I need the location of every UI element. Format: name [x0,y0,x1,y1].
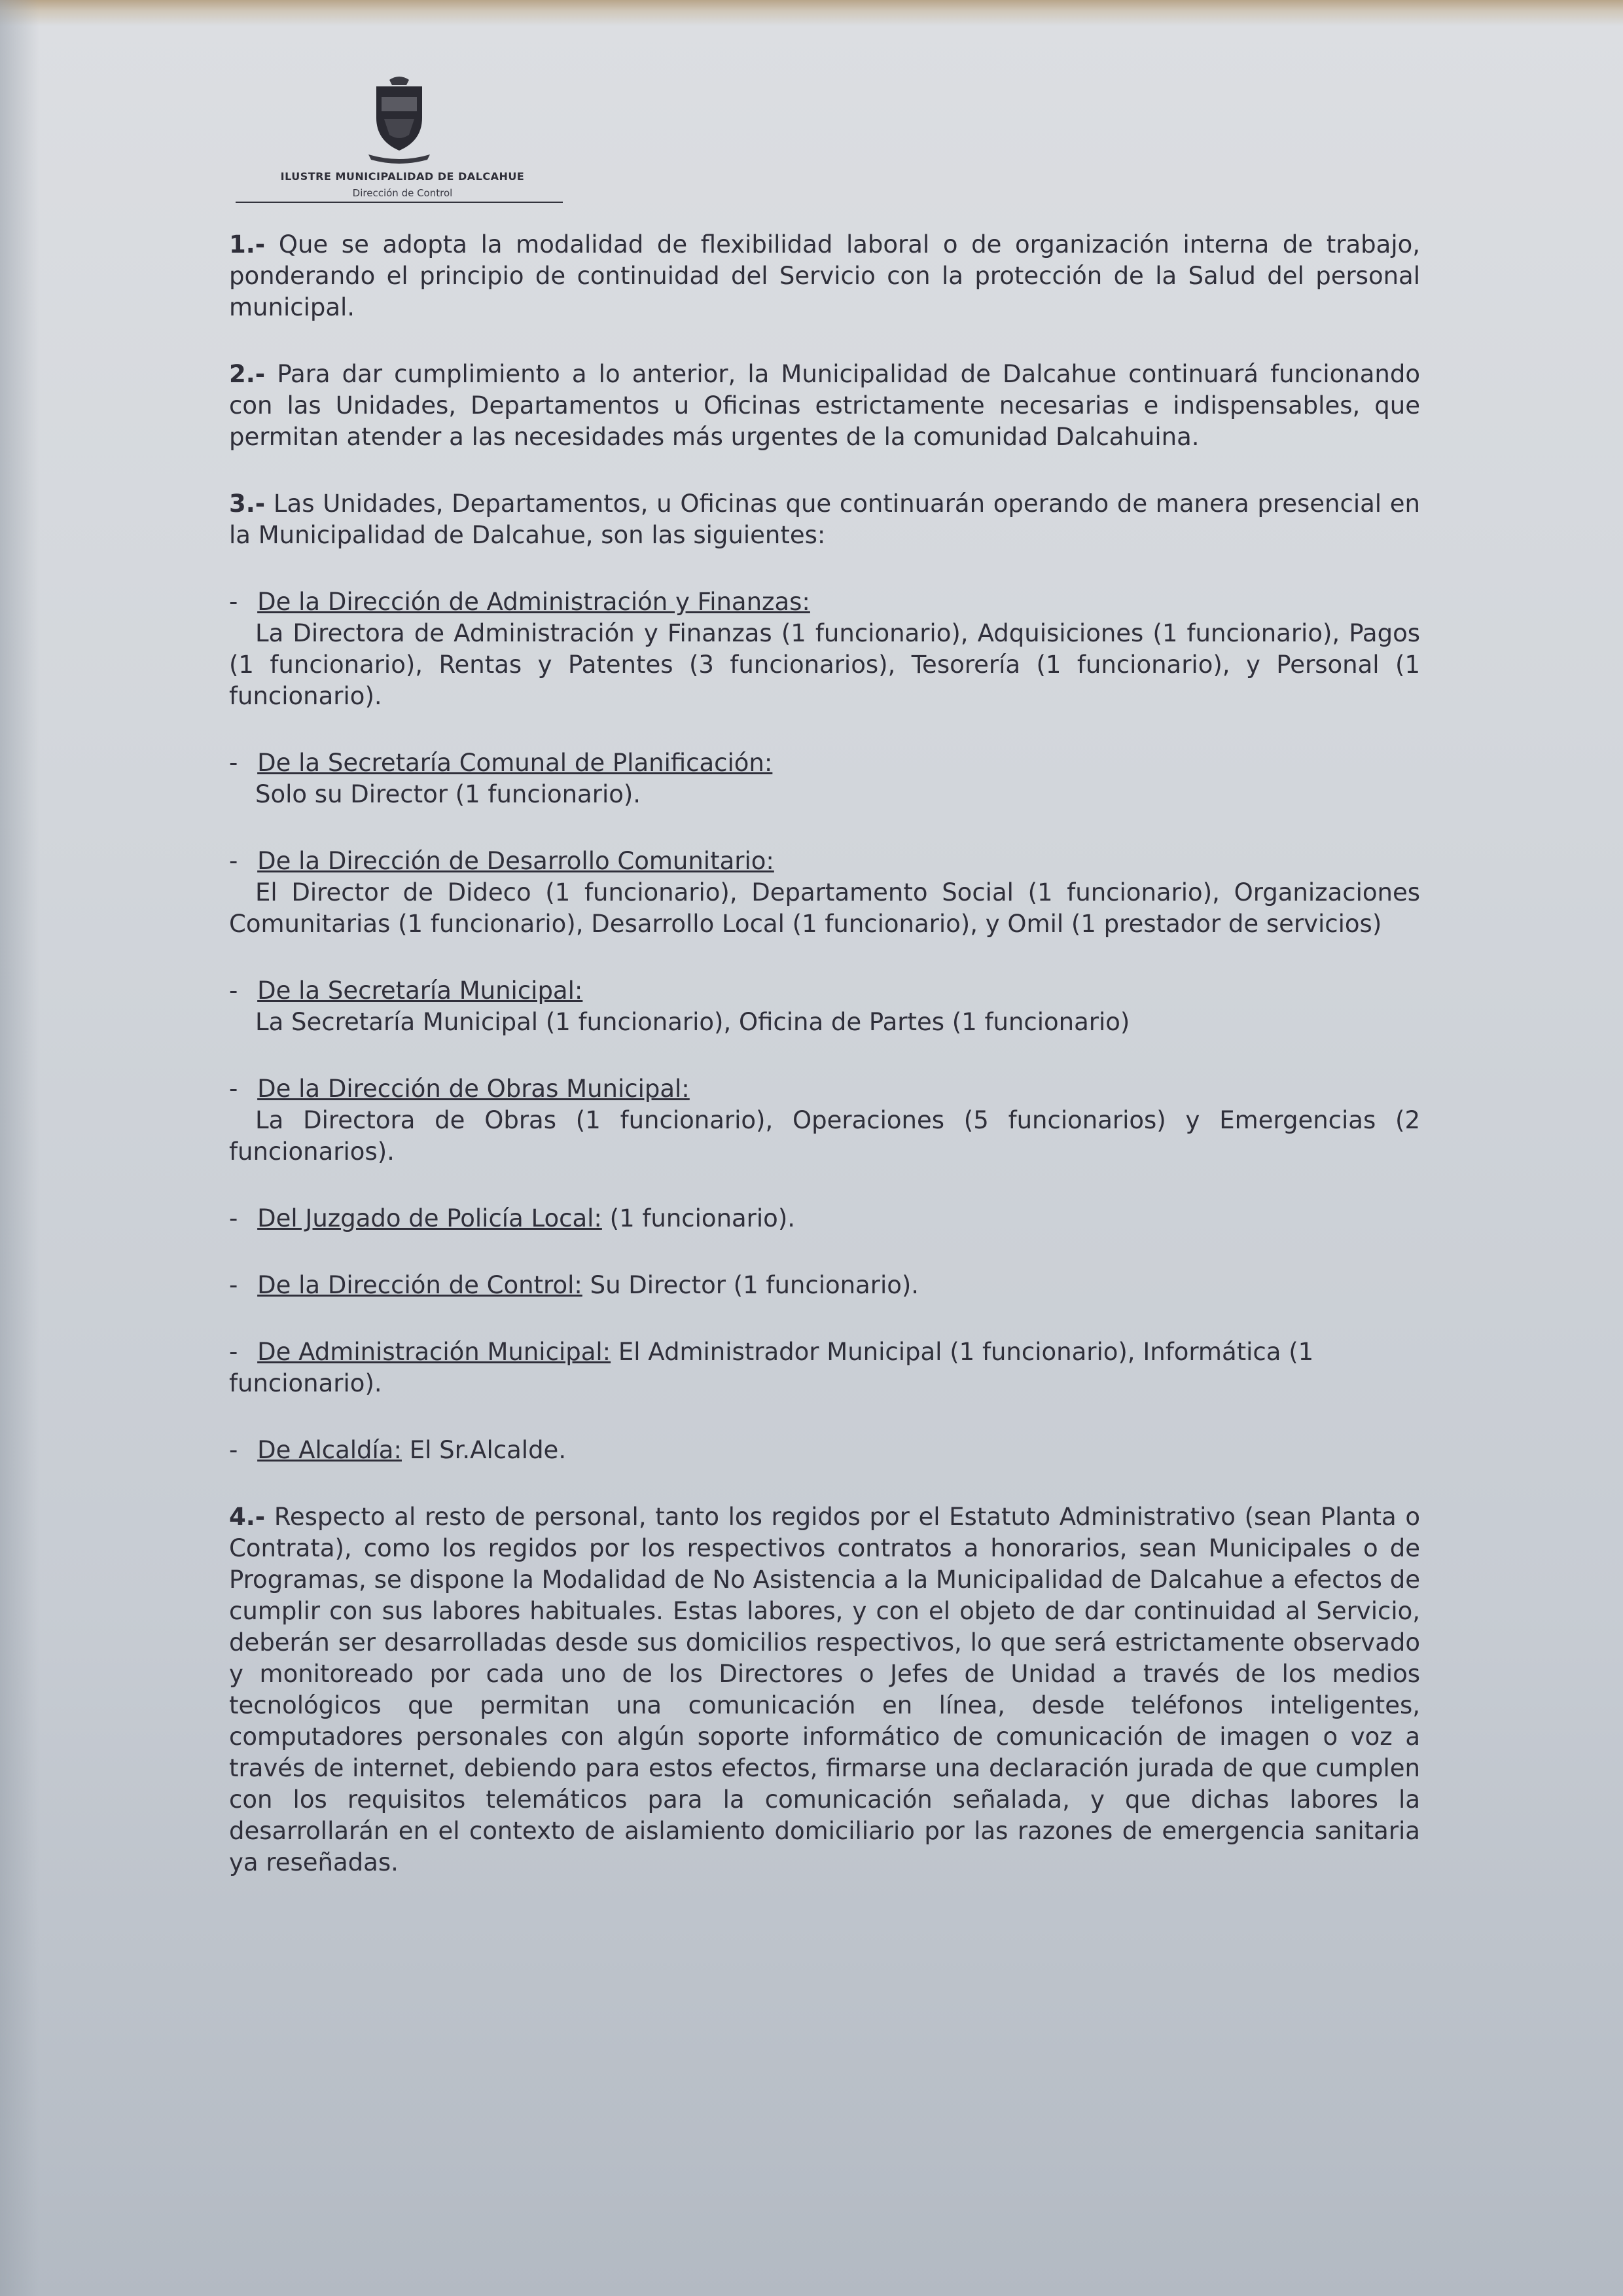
document-body [229,229,1420,1914]
section-text: Solo su Director (1 funcionario). [255,780,641,808]
section-heading: De Administración Municipal: [257,1338,611,1366]
letterhead [236,72,569,203]
paragraph-1 [229,229,1420,323]
paragraph-text: Para dar cumplimiento a lo anterior, la Municipalidad de Dalcahue continuará funcionando con las Unidades, Departamentos u Oficinas estrictamente necesarias e indispensables, que permitan atender a las necesidades más urgentes de la comunidad Dalcahuina. [229,360,1420,451]
section-secretaria-municipal: - De la Secretaría Municipal: La Secretaría Municipal (1 funcionario), Oficina de Partes (1 funcionario) [229,975,1420,1038]
section-obras: - De la Dirección de Obras Municipal: La Directora de Obras (1 funcionario), Operaciones (5 funcionarios) y Emergencias (2 funcionarios). [229,1073,1420,1168]
department-name: Dirección de Control [352,187,453,199]
paragraph-2 [229,359,1420,453]
paragraph-4 [229,1501,1420,1878]
paragraph-number: 2.- [229,360,266,388]
section-heading: De la Dirección de Desarrollo Comunitario: [257,847,774,875]
section-text: El Sr.Alcalde. [409,1436,567,1464]
paragraph-text: Las Unidades, Departamentos, u Oficinas que continuarán operando de manera presencial en la Municipalidad de Dalcahue, son las siguientes: [229,490,1421,549]
paragraph-number: 3.- [229,490,266,518]
section-text: El Administrador Municipal (1 funcionario), Informática (1 funcionario). [229,1338,1314,1397]
section-administracion-finanzas: - De la Dirección de Administración y Finanzas: La Directora de Administración y Finanzas (1 funcionario), Adquisiciones (1 funcionario), Pagos (1 funcionario), Rentas y Patentes (3 funcionarios), Tesorería (1 funcionario), y Personal (1 funcionario). [229,586,1420,712]
crest-icon [350,72,448,170]
letterhead-rule [236,202,563,203]
section-heading: De la Secretaría Comunal de Planificación: [257,749,773,777]
section-heading: De la Secretaría Municipal: [257,977,583,1005]
section-text: La Directora de Obras (1 funcionario), Operaciones (5 funcionarios) y Emergencias (2 funcionarios). [229,1106,1420,1166]
section-secplan: - De la Secretaría Comunal de Planificación: Solo su Director (1 funcionario). [229,747,1420,810]
paragraph-number: 1.- [229,230,266,259]
organization-name: ILUSTRE MUNICIPALIDAD DE DALCAHUE [280,170,525,183]
section-control: - De la Dirección de Control: Su Director (1 funcionario). [229,1271,919,1299]
section-text: El Director de Dideco (1 funcionario), Departamento Social (1 funcionario), Organizaciones Comunitarias (1 funcionario), Desarrollo Local (1 funcionario), y Omil (1 prestador de servicios) [229,878,1420,938]
section-heading: De Alcaldía: [257,1436,402,1464]
section-text: La Directora de Administración y Finanzas (1 funcionario), Adquisiciones (1 funcionario), Pagos (1 funcionario), Rentas y Patentes (3 funcionarios), Tesorería (1 funcionario), y Personal (1 funcionario). [229,619,1420,710]
paragraph-text: Que se adopta la modalidad de flexibilidad laboral o de organización interna de trabajo, ponderando el principio de continuidad del Servicio con la protección de la Salud del personal municipal. [229,230,1421,321]
paragraph-3 [229,488,1420,551]
section-administracion-municipal: - De Administración Municipal: El Administrador Municipal (1 funcionario), Informática (1 funcionario). [229,1338,1314,1397]
section-heading: De la Dirección de Obras Municipal: [257,1075,690,1103]
section-text: La Secretaría Municipal (1 funcionario), Oficina de Partes (1 funcionario) [255,1008,1130,1036]
section-alcaldia: - De Alcaldía: El Sr.Alcalde. [229,1436,567,1464]
section-heading: Del Juzgado de Policía Local: [257,1204,602,1232]
section-heading: De la Dirección de Administración y Finanzas: [257,588,810,616]
section-dideco: - De la Dirección de Desarrollo Comunitario: El Director de Dideco (1 funcionario), Departamento Social (1 funcionario), Organizaciones Comunitarias (1 funcionario), Desarrollo Local (1 funcionario), y Omil (1 prestador de servicios) [229,846,1420,940]
section-juzgado: - Del Juzgado de Policía Local: (1 funcionario). [229,1204,796,1232]
section-heading: De la Dirección de Control: [257,1271,582,1299]
paragraph-number: 4.- [229,1503,266,1531]
paragraph-text: Respecto al resto de personal, tanto los regidos por el Estatuto Administrativo (sean Planta o Contrata), como los regidos por los respectivos contratos a honorarios, sean Municipales o de Programas, se dispone la Modalidad de No Asistencia a la Municipalidad de Dalcahue a efectos de cumplir con sus labores habituales. Estas labores, y con el objeto de dar continuidad al Servicio, deberán ser desarrolladas desde sus domicilios respectivos, lo que será estrictamente observado y monitoreado por cada uno de los Directores o Jefes de Unidad a través de los medios tecnológicos que permitan una comunicación en línea, desde teléfonos inteligentes, computadores personales con algún soporte informático de comunicación de imagen o voz a través de internet, debiendo para estos efectos, firmarse una declaración jurada de que cumplen con los requisitos telemáticos para la comunicación señalada, y que dichas labores la desarrollarán en el contexto de aislamiento domiciliario por las razones de emergencia sanitaria ya reseñadas. [229,1503,1420,1876]
section-text: Su Director (1 funcionario). [590,1271,919,1299]
section-text: (1 funcionario). [609,1204,796,1232]
